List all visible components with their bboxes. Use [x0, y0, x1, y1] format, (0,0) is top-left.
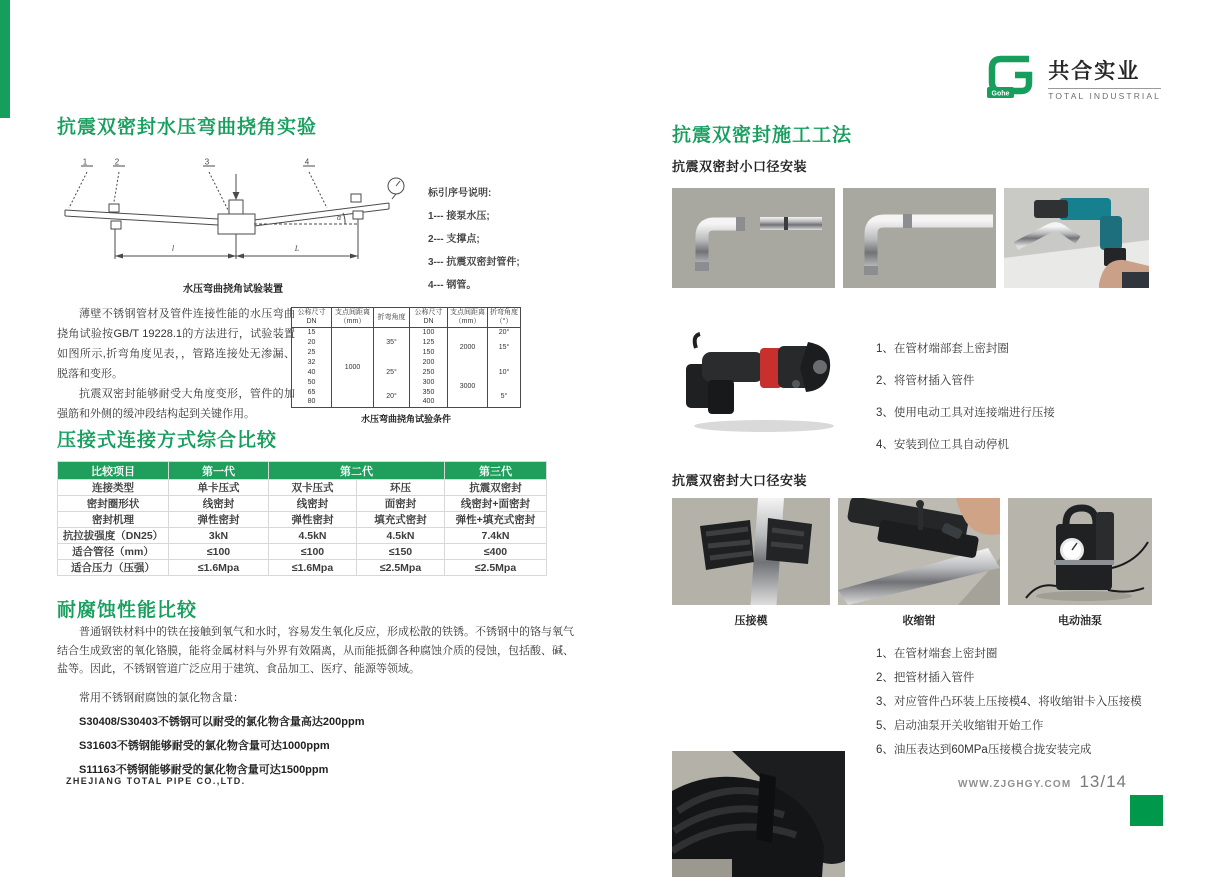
footer-website: WWW.ZJGHGY.COM — [957, 779, 1072, 790]
col-header: 第二代 — [269, 462, 445, 480]
table-cell: ≤2.5Mpa — [357, 560, 445, 576]
caption-shrink-clamp: 收缩钳 — [902, 615, 936, 627]
col-header: 支点间距离（mm） — [448, 308, 488, 328]
table-cell: 20° — [374, 387, 410, 407]
table-cell: 填充式密封 — [357, 512, 445, 528]
table-cell: 3kN — [169, 528, 269, 544]
table-cell: 4.5kN — [269, 528, 357, 544]
table-cell: ≤150 — [357, 544, 445, 560]
table-cell: 100 — [410, 327, 448, 337]
col-header: 折弯角度（°） — [488, 308, 521, 328]
footer-page-number: 13/14 — [1079, 772, 1127, 791]
step-item: 6、油压表达到60MPa压接模合拢安装完成 — [876, 744, 1092, 756]
table-row — [58, 528, 547, 544]
step-item: 1、在管材端套上密封圈 — [876, 648, 998, 660]
step-item: 2、把管材插入管件 — [876, 672, 975, 684]
dim-label-L: L — [294, 244, 300, 253]
legend-item-3: 3--- 抗震双密封管件; — [428, 257, 520, 268]
table-header-row — [58, 462, 547, 480]
bend-test-apparatus-diagram — [57, 158, 409, 280]
photo-electric-oil-pump — [1008, 498, 1152, 605]
table-cell: 线密封 — [169, 496, 269, 512]
gohe-logo-wordmark: Gohe — [991, 90, 1010, 98]
table-cell: 80 — [292, 397, 332, 407]
table-cell: 面密封 — [357, 496, 445, 512]
step-item: 3、对应管件凸环装上压接模4、将收缩钳卡入压接模 — [876, 696, 1142, 708]
table-cell: 20° — [488, 327, 521, 337]
table-cell: 线密封+面密封 — [445, 496, 547, 512]
condition-table-caption: 水压弯曲挠角试验条件 — [360, 413, 451, 424]
bend-condition-table — [291, 307, 521, 408]
gohe-logo-icon — [984, 50, 1038, 105]
photo-shrink-clamp-on-pipe — [838, 498, 1000, 605]
company-logo — [984, 50, 1161, 105]
table-cell: ≤2.5Mpa — [445, 560, 547, 576]
table-cell: 2000 — [448, 327, 488, 367]
col-header: 折弯角度 — [374, 308, 410, 328]
caption-press-mold: 压接模 — [734, 615, 768, 627]
step-item: 4、安装到位工具自动停机 — [876, 439, 1009, 451]
bend-test-paragraphs — [57, 304, 295, 424]
chloride-item-1: S30408/S30403不锈钢可以耐受的氯化物含量高达200ppm — [79, 715, 365, 728]
table-header-row — [292, 308, 521, 328]
diagram-legend — [428, 184, 520, 299]
chloride-subheading: 常用不锈钢耐腐蚀的氯化物含量： — [79, 691, 244, 704]
angle-label: α — [337, 215, 341, 222]
small-diameter-photo-row — [672, 188, 1149, 288]
footer-green-block — [1130, 795, 1163, 826]
table-cell: 5° — [488, 387, 521, 407]
table-cell: 65 — [292, 387, 332, 397]
photo-elbow-and-pipe-separated — [672, 188, 835, 288]
photo-press-mold-on-pipe — [672, 498, 830, 605]
table-cell: 150 — [410, 347, 448, 357]
diagram-mark-2: 2 — [114, 158, 120, 167]
table-cell: ≤400 — [445, 544, 547, 560]
footer-right — [958, 772, 1127, 792]
section-title-comparison: 压接式连接方式综合比较 — [57, 430, 278, 451]
diagram-mark-1: 1 — [82, 158, 88, 167]
table-cell: 40 — [292, 367, 332, 377]
table-cell: 15° — [488, 337, 521, 357]
col-header: 第三代 — [445, 462, 547, 480]
bend-condition-table-wrap — [291, 307, 521, 425]
large-diameter-steps — [876, 645, 1142, 765]
table-row — [58, 560, 547, 576]
logo-name-en: TOTAL INDUSTRIAL — [1048, 90, 1161, 101]
tool-captions-row — [672, 612, 1152, 628]
legend-item-1: 1--- 接泵水压; — [428, 211, 490, 222]
chloride-item-3: S11163不锈钢能够耐受的氯化物含量可达1500ppm — [79, 763, 329, 776]
table-cell: 弹性密封 — [269, 512, 357, 528]
section-title-construction: 抗震双密封施工工法 — [672, 125, 853, 146]
diagram-mark-3: 3 — [204, 158, 210, 167]
step-item: 2、将管材插入管件 — [876, 375, 975, 387]
col-header: 第一代 — [169, 462, 269, 480]
step-item: 1、在管材端部套上密封圈 — [876, 343, 1009, 355]
press-connection-comparison-table — [57, 461, 547, 576]
table-cell: ≤100 — [269, 544, 357, 560]
logo-text — [1048, 55, 1161, 101]
table-cell: 25° — [374, 357, 410, 387]
table-cell: 弹性密封 — [169, 512, 269, 528]
table-cell: 200 — [410, 357, 448, 367]
chloride-item-2: S31603不锈钢能够耐受的氯化物含量可达1000ppm — [79, 739, 330, 752]
subtitle-large-diameter: 抗震双密封大口径安装 — [672, 473, 808, 488]
table-cell: 20 — [292, 337, 332, 347]
row-label: 密封机理 — [58, 512, 169, 528]
table-cell: 50 — [292, 377, 332, 387]
table-cell: 弹性+填充式密封 — [445, 512, 547, 528]
table-cell: 15 — [292, 327, 332, 337]
row-label: 适合压力（压强） — [58, 560, 169, 576]
col-header: 公称尺寸 DN — [292, 308, 332, 328]
table-row — [58, 512, 547, 528]
table-cell: ≤100 — [169, 544, 269, 560]
table-cell: 7.4kN — [445, 528, 547, 544]
section-title-corrosion: 耐腐蚀性能比较 — [57, 600, 198, 621]
photo-mold-closeup — [672, 751, 1209, 877]
footer-company-name: ZHEJIANG TOTAL PIPE CO.,LTD. — [66, 776, 246, 786]
table-cell: 抗震双密封 — [445, 480, 547, 496]
table-row — [58, 496, 547, 512]
bend-paragraph-2: 抗震双密封能够耐受大角度变形，管件的加强筋和外侧的缓冲段结构起到关键作用。 — [57, 388, 295, 420]
table-cell: 250 — [410, 367, 448, 377]
photo-elbow-and-pipe-joined — [843, 188, 996, 288]
table-cell: 400 — [410, 397, 448, 407]
table-cell: 125 — [410, 337, 448, 347]
legend-item-2: 2--- 支撑点; — [428, 234, 480, 245]
col-header: 比较项目 — [58, 462, 169, 480]
table-cell: ≤1.6Mpa — [269, 560, 357, 576]
col-header: 公称尺寸 DN — [410, 308, 448, 328]
table-cell: 350 — [410, 387, 448, 397]
table-cell: 10° — [488, 357, 521, 387]
row-label: 适合管径（mm） — [58, 544, 169, 560]
left-edge-accent-bar — [0, 0, 10, 118]
row-label: 密封圈形状 — [58, 496, 169, 512]
legend-title: 标引序号说明: — [428, 188, 492, 199]
photo-electric-press-tool-in-use — [1004, 188, 1149, 288]
table-row — [292, 327, 521, 337]
corrosion-paragraph: 普通钢铁材料中的铁在接触到氧气和水时，容易发生氧化反应，形成松散的铁锈。不锈钢中的铬与氧气结合生成致密的氧化铬膜，能将金属材料与外界有效隔离，从而能抵御各种腐蚀介质的侵蚀，包括酸、碱、盐等。因此，不锈钢管道广泛应用于建筑、食品加工、医疗、能源等领域。 — [57, 626, 574, 675]
table-cell: 4.5kN — [357, 528, 445, 544]
table-cell: 35° — [374, 327, 410, 357]
logo-divider — [1048, 88, 1161, 89]
legend-item-4: 4--- 钢管。 — [428, 280, 477, 291]
step-item: 3、使用电动工具对连接端进行压接 — [876, 407, 1055, 419]
table-cell: 32 — [292, 357, 332, 367]
logo-name-cn: 共合实业 — [1048, 59, 1141, 83]
table-cell: 单卡压式 — [169, 480, 269, 496]
table-row — [58, 480, 547, 496]
col-header: 支点间距离（mm） — [332, 308, 374, 328]
table-cell: 线密封 — [269, 496, 357, 512]
table-cell: 双卡压式 — [269, 480, 357, 496]
table-cell: 300 — [410, 377, 448, 387]
table-cell: 25 — [292, 347, 332, 357]
table-row — [58, 544, 547, 560]
corrosion-content — [57, 623, 574, 777]
small-diameter-steps — [876, 340, 1055, 468]
row-label: 抗拉拔强度（DN25） — [58, 528, 169, 544]
apparatus-caption: 水压弯曲挠角试验装置 — [183, 284, 283, 295]
caption-oil-pump: 电动油泵 — [1058, 615, 1102, 627]
table-cell: 1000 — [332, 327, 374, 407]
subtitle-small-diameter: 抗震双密封小口径安装 — [672, 159, 808, 174]
step-item: 5、启动油泵开关收缩钳开始工作 — [876, 720, 1044, 732]
table-cell: 环压 — [357, 480, 445, 496]
table-cell: 3000 — [448, 367, 488, 407]
bend-paragraph-1: 薄壁不锈钢管材及管件连接性能的水压弯曲挠角试验按GB/T 19228.1的方法进行，试验装置如图所示,折弯角度见表，，管路连接处无渗漏、脱落和变形。 — [57, 308, 295, 380]
row-label: 连接类型 — [58, 480, 169, 496]
large-diameter-photo-row — [672, 498, 1152, 605]
diagram-mark-4: 4 — [304, 158, 310, 167]
section-title-bend-test: 抗震双密封水压弯曲挠角实验 — [57, 117, 318, 138]
table-cell: ≤1.6Mpa — [169, 560, 269, 576]
dim-label-l: l — [171, 244, 175, 253]
